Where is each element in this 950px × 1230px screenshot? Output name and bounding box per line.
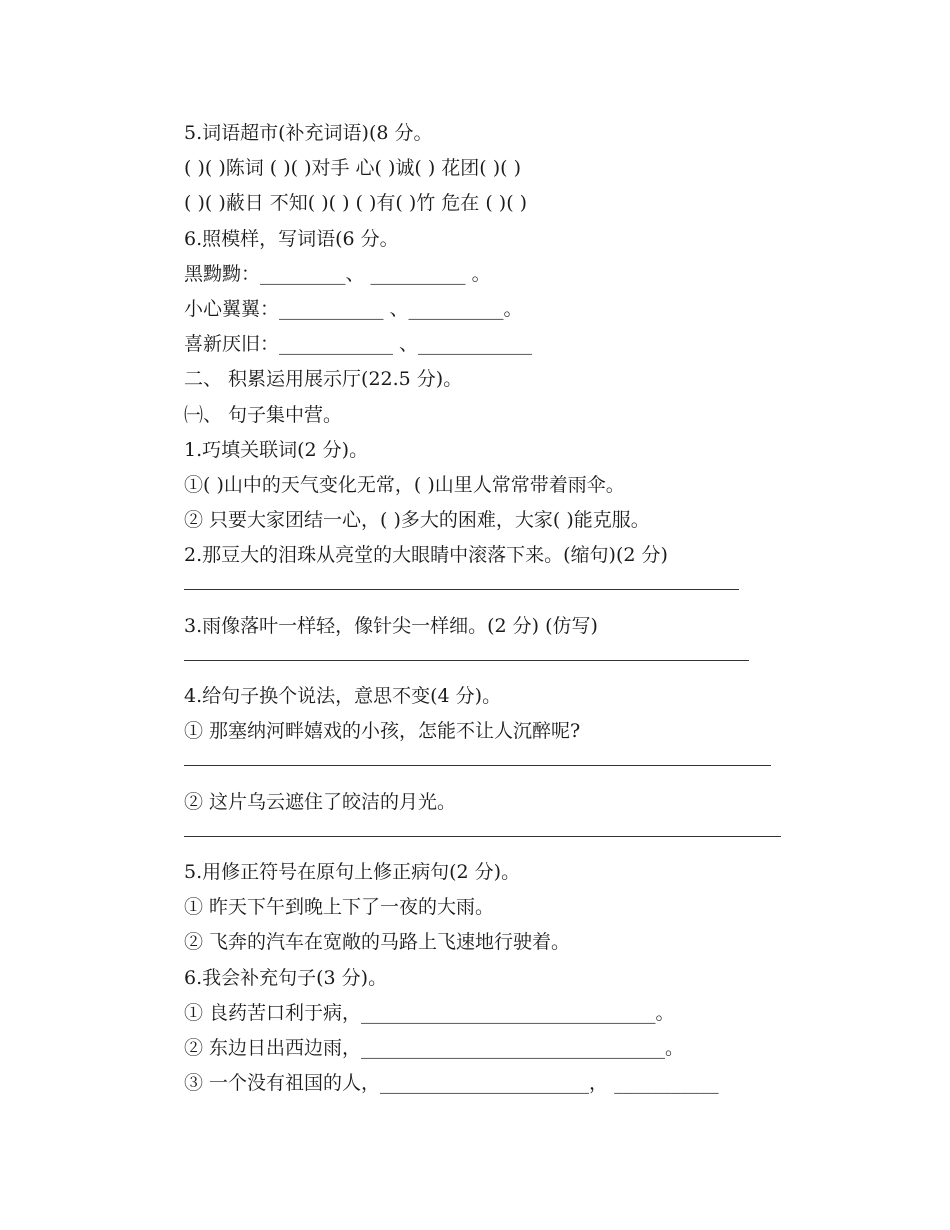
- worksheet-line: 2.那豆大的泪珠从亮堂的大眼睛中滚落下来。(缩句)(2 分): [184, 544, 668, 567]
- worksheet-line: 黑黝黝：_________、 __________ 。: [184, 262, 491, 285]
- worksheet-line: ② 只要大家团结一心，( )多大的困难，大家( )能克服。: [184, 509, 650, 532]
- answer-line[interactable]: [184, 644, 844, 679]
- worksheet-line: 3.雨像落叶一样轻，像针尖一样细。(2 分) (仿写): [184, 614, 598, 637]
- worksheet-line: ② 东边日出西边雨，________________________________。: [184, 1036, 685, 1059]
- worksheet-line: 6.我会补充句子(3 分)。: [184, 966, 388, 989]
- worksheet-line: 4.给句子换个说法，意思不变(4 分)。: [184, 685, 502, 707]
- worksheet-line: 小心翼翼：___________ 、__________。: [184, 297, 523, 320]
- worksheet-line: 二、 积累运用展示厅(22.5 分)。: [184, 368, 463, 391]
- answer-line[interactable]: [184, 820, 844, 855]
- worksheet-line: 5.用修正符号在原句上修正病句(2 分)。: [184, 860, 521, 883]
- answer-line[interactable]: [184, 749, 844, 784]
- worksheet-line: ① 良药苦口利于病，_______________________________。: [184, 1001, 675, 1024]
- worksheet-line: ( )( )蔽日 不知( )( ) ( )有( )竹 危在 ( )( ): [184, 192, 528, 215]
- worksheet-line: 6.照模样，写词语(6 分。: [184, 227, 399, 250]
- worksheet-line: ③ 一个没有祖国的人，______________________， ___________: [184, 1072, 719, 1095]
- worksheet-line: ② 这片乌云遮住了皎洁的月光。: [184, 790, 457, 813]
- answer-line[interactable]: [184, 573, 844, 608]
- worksheet-line: 5.词语超市(补充词语)(8 分。: [184, 122, 433, 144]
- worksheet-line: ① 昨天下午到晚上下了一夜的大雨。: [184, 896, 495, 919]
- worksheet-line: ② 飞奔的汽车在宽敞的马路上飞速地行驶着。: [184, 931, 571, 954]
- worksheet-page: [184, 116, 844, 1101]
- worksheet-line: ①( )山中的天气变化无常，( )山里人常常带着雨伞。: [184, 473, 625, 496]
- worksheet-line: ① 那塞纳河畔嬉戏的小孩，怎能不让人沉醉呢?: [184, 720, 581, 743]
- worksheet-line: ( )( )陈词 ( )( )对手 心( )诚( ) 花团( )( ): [184, 157, 522, 180]
- worksheet-line: ㈠、 句子集中营。: [184, 403, 343, 426]
- worksheet-line: 1.巧填关联词(2 分)。: [184, 438, 369, 461]
- worksheet-content: [184, 116, 844, 1101]
- worksheet-line: 喜新厌旧：____________ 、____________: [184, 333, 533, 356]
